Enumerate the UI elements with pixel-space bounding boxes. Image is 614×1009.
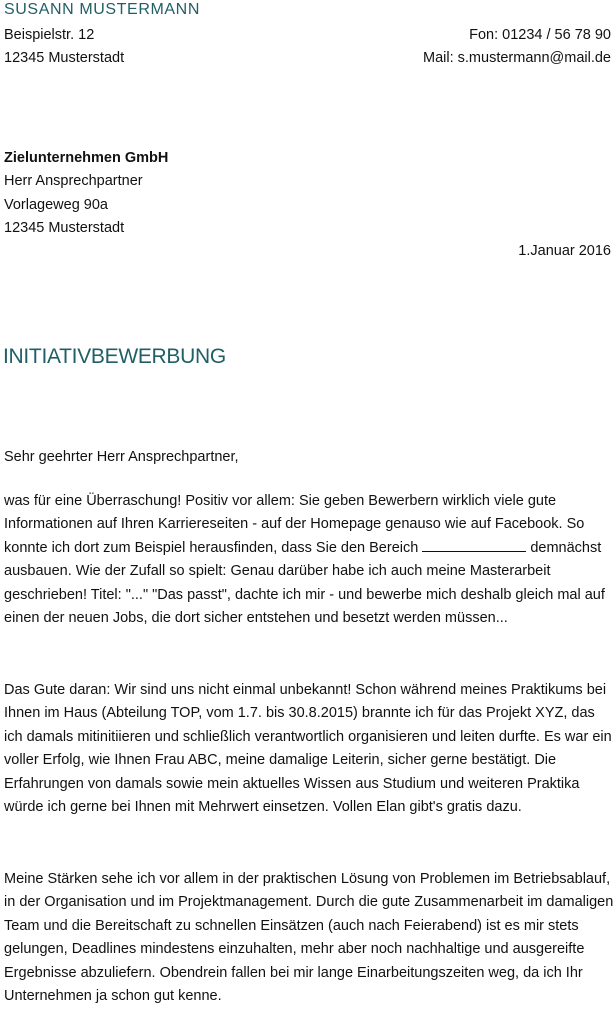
letter-date: 1.Januar 2016 — [518, 243, 611, 259]
sender-mail: Mail: s.mustermann@mail.de — [423, 50, 611, 66]
paragraph-1-text-a: was für eine Überraschung! Positiv vor allem: Sie geben Bewerbern wirklich viele gute Informationen auf Ihren Karriereseiten - auf der Homepage genauso wie auf Facebook. So konnte ich dort zum Beispiel herausfinden, dass Sie den Bereich — [4, 493, 585, 556]
paragraph-1 — [4, 490, 614, 630]
paragraph-2: Das Gute daran: Wir sind uns nicht einmal unbekannt! Schon während meines Praktikums bei Ihnen im Haus (Abteilung TOP, vom 1.7. bis 30.8.2015) brannte ich für das Projekt XYZ, das ich damals mitinitiieren und schließlich verantwortlich organisieren und leiten durfte. Es war ein voller Erfolg, wie Ihnen Frau ABC, meine damalige Leiterin, sicher gerne bestätigt. Die Erfahrungen von damals sowie mein aktuelles Wissen aus Studium und weiteren Praktika würde ich gerne bei Ihnen mit Mehrwert einsetzen. Vollen Elan gibt's gratis dazu. — [4, 682, 612, 816]
letter-subject: INITIATIVBEWERBUNG — [3, 345, 226, 368]
paragraph-3: Meine Stärken sehe ich vor allem in der praktischen Lösung von Problemen im Betriebsablauf, in der Organisation und im Projektmanagement. Durch die gute Zusammenarbeit im damaligen Team und die Bereitschaft zu schnellen Einsätzen (auch nach Feierabend) ist es mir stets gelungen, Deadlines mindestens einzuhalten, mehr aber noch nachhaltige und ausgereifte Ergebnisse abzuliefern. Obendrein fallen bei mir lange Einarbeitungszeiten weg, da ich Ihr Unternehmen ja schon gut kenne. — [4, 871, 614, 1005]
recipient-contact: Herr Ansprechpartner — [4, 173, 143, 189]
sender-phone: Fon: 01234 / 56 78 90 — [469, 27, 611, 43]
paragraph-1-text-b: demnächst ausbauen. Wie der Zufall so spielt: Genau darüber habe ich auch meine Masterarbeit geschrieben! Titel: "..." "Das passt", dachte ich mir - und bewerbe mich deshalb gleich mal auf einen der neuen Jobs, die dort sicher entstehen und besetzt werden müssen... — [4, 539, 605, 627]
recipient-city: 12345 Musterstadt — [4, 220, 125, 236]
sender-name: SUSANN MUSTERMANN — [4, 1, 200, 18]
sender-city: 12345 Musterstadt — [4, 50, 125, 66]
recipient-company: Zielunternehmen GmbH — [4, 150, 169, 166]
sender-street: Beispielstr. 12 — [4, 27, 95, 43]
recipient-street: Vorlageweg 90a — [4, 197, 108, 213]
fill-in-blank — [422, 539, 526, 552]
salutation: Sehr geehrter Herr Ansprechpartner, — [4, 449, 239, 465]
